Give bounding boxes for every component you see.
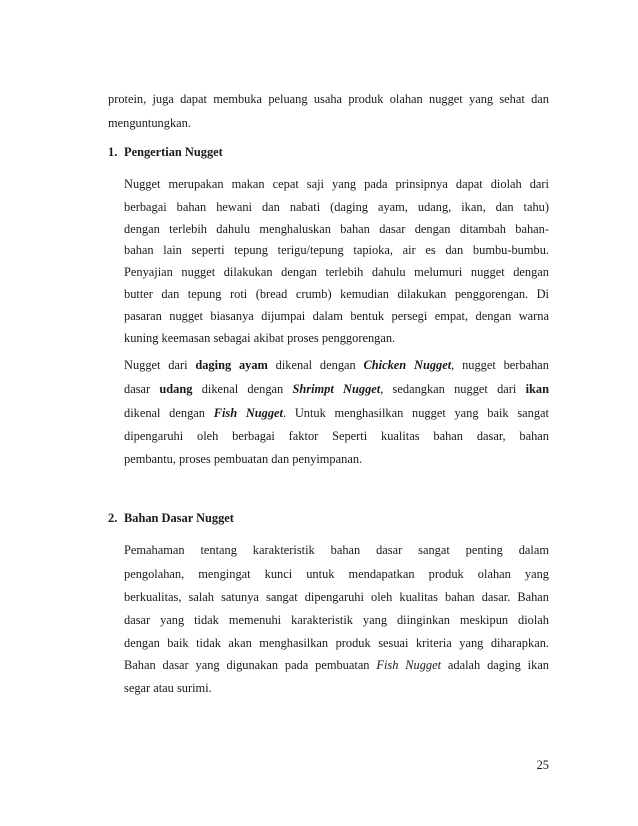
s1-p1-line: berbagai bahan hewani dan nabati (daging ayam, udang, ikan, dan tahu) <box>124 200 549 214</box>
s2-p-line: dengan baik tidak akan menghasilkan produk sesuai kriteria yang diharapkan. <box>124 636 549 650</box>
s1-p2-line-4: dipengaruhi oleh berbagai faktor Seperti kualitas bahan dasar, bahan <box>124 429 549 443</box>
bold-term: ikan <box>525 382 550 396</box>
s1-p1-line: dengan terlebih dahulu menghaluskan bahan dasar dengan ditambah bahan- <box>124 222 549 236</box>
s2-p-line: berkualitas, salah satunya sangat dipengaruhi oleh kualitas bahan dasar. Bahan <box>124 590 549 604</box>
bold-italic-term: Chicken Nugget <box>363 358 452 372</box>
section-1-number: 1. <box>108 145 118 159</box>
s1-p1-line: bahan lain seperti tepung terigu/tepung tapioka, air es dan bumbu-bumbu. <box>124 243 549 257</box>
s1-p1-line: butter dan tepung roti (bread crumb) kemudian dilakukan penggorengan. Di <box>124 287 549 301</box>
s1-p1-line: kuning keemasan sebagai akibat proses penggorengan. <box>124 331 396 345</box>
s2-p-line-final: segar atau surimi. <box>124 681 212 695</box>
s1-p2-line-5: pembantu, proses pembuatan dan penyimpanan. <box>124 452 363 466</box>
bold-italic-term: Shrimpt Nugget <box>292 382 381 396</box>
s1-p1-line: pasaran nugget biasanya dijumpai dalam bentuk persegi empat, dengan warna <box>124 309 549 323</box>
s1-p1-line: Penyajian nugget dilakukan dengan terlebih dahulu melumuri nugget dengan <box>124 265 549 279</box>
s2-p-line: Pemahaman tentang karakteristik bahan dasar sangat penting dalam <box>124 543 549 557</box>
section-2-number: 2. <box>108 511 118 525</box>
page-number: 25 <box>536 758 549 772</box>
s1-p2-line-1: Nugget dari daging ayam dikenal dengan Chicken Nugget, nugget berbahan <box>124 358 549 372</box>
s1-p1-line: Nugget merupakan makan cepat saji yang pada prinsipnya dapat diolah dari <box>124 177 549 191</box>
s2-p-line-fish: Bahan dasar yang digunakan pada pembuatan Fish Nugget adalah daging ikan <box>124 658 550 672</box>
bold-term: daging ayam <box>195 358 268 372</box>
section-2-title: Bahan Dasar Nugget <box>124 511 234 525</box>
s1-p2-line-3: dikenal dengan Fish Nugget. Untuk menghasilkan nugget yang baik sangat <box>124 406 549 420</box>
section-1-title: Pengertian Nugget <box>124 145 223 159</box>
italic-term: Fish Nugget <box>376 658 442 672</box>
intro-line-2: menguntungkan. <box>108 116 191 130</box>
bold-italic-term: Fish Nugget <box>213 406 283 420</box>
intro-line-1: protein, juga dapat membuka peluang usaha produk olahan nugget yang sehat dan <box>108 92 549 106</box>
s2-p-line: pengolahan, mengingat kunci untuk mendapatkan produk olahan yang <box>124 567 549 581</box>
s1-p2-line-2: dasar udang dikenal dengan Shrimpt Nugget, sedangkan nugget dari ikan <box>124 382 550 396</box>
bold-term: udang <box>159 382 193 396</box>
s2-p-line: dasar yang tidak memenuhi karakteristik yang diinginkan meskipun diolah <box>124 613 549 627</box>
